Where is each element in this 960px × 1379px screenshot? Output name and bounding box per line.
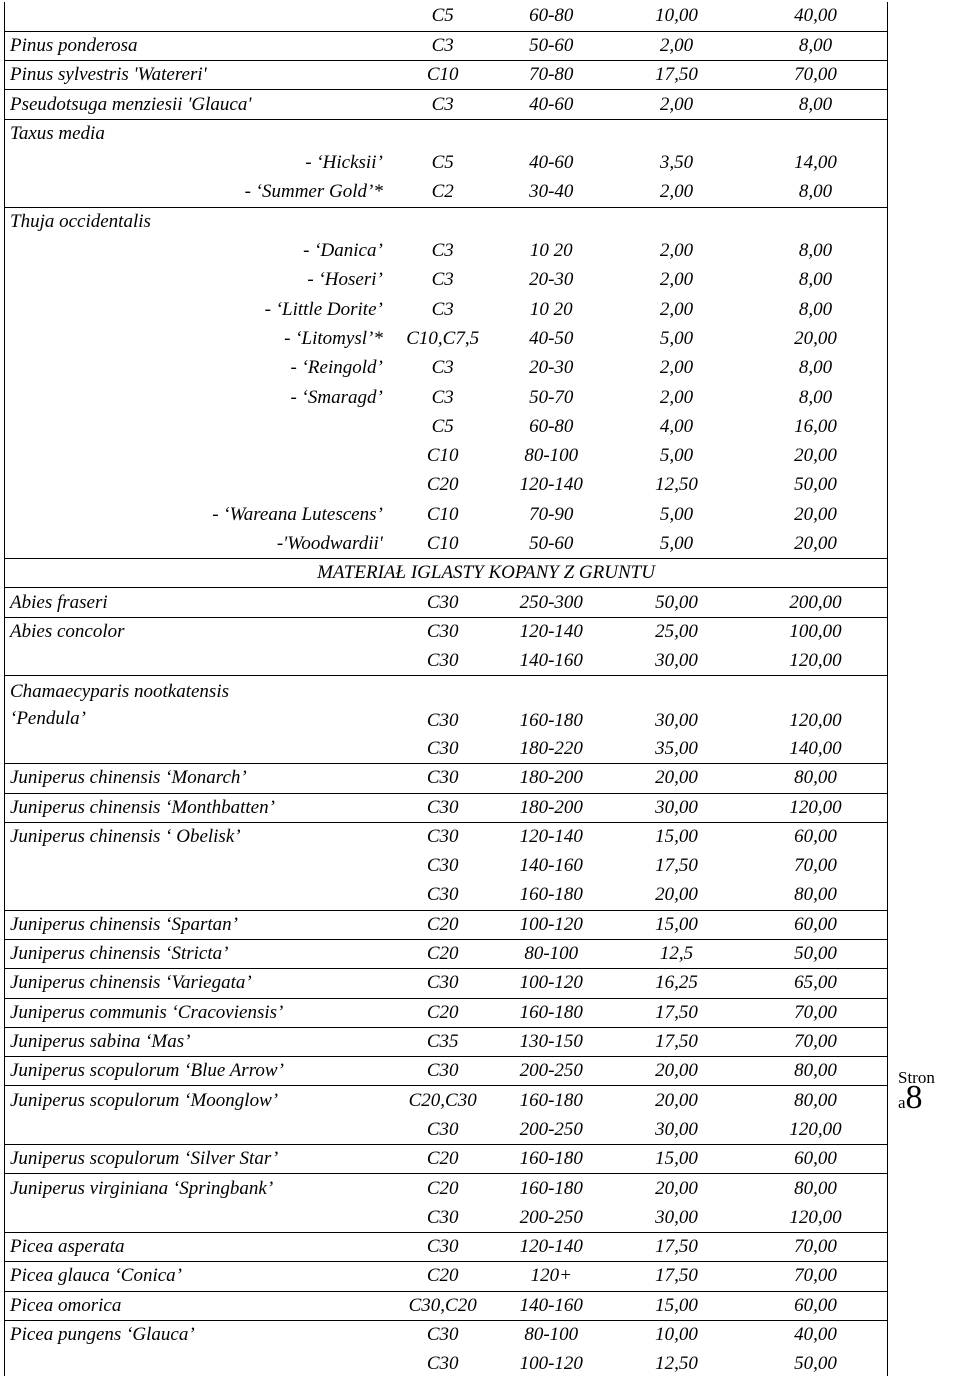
- page-label: Stron: [898, 1068, 935, 1087]
- plant-height: 40-50: [529, 327, 574, 349]
- gross-price: 40,00: [743, 1320, 888, 1349]
- plant-name: [4, 881, 393, 910]
- gross-price: 14,00: [794, 152, 837, 174]
- gross-price: 80,00: [743, 764, 888, 793]
- gross-price: 60,00: [743, 910, 888, 939]
- net-price: 50,00: [610, 588, 743, 617]
- table-row: [4, 1145, 888, 1174]
- gross-price: 8,00: [798, 181, 833, 203]
- plant-name: - ‘Reingold’: [290, 357, 383, 379]
- plant-height: 180-200: [493, 793, 610, 822]
- plant-height: 100-120: [519, 1353, 583, 1375]
- gross-price: 80,00: [794, 884, 837, 906]
- plant-height: [493, 207, 610, 236]
- gross-price: 50,00: [743, 940, 888, 969]
- plant-name: Juniperus chinensis ‘ Obelisk’: [4, 822, 393, 851]
- plant-name-line2: ‘Pendula’: [10, 708, 86, 730]
- gross-price: 120,00: [743, 793, 888, 822]
- gross-price: 120,00: [743, 676, 888, 735]
- container-size: C20: [393, 910, 493, 939]
- plant-height: 120-140: [493, 822, 610, 851]
- table-row: [4, 852, 888, 881]
- container-size: C30: [426, 649, 459, 671]
- container-size: C20: [393, 998, 493, 1027]
- plant-height: 70-80: [493, 61, 610, 90]
- container-size: C35: [393, 1027, 493, 1056]
- gross-price: 80,00: [743, 1057, 888, 1086]
- container-size: C30: [426, 737, 459, 759]
- net-price: 16,25: [610, 969, 743, 998]
- container-size: C5: [431, 5, 454, 27]
- plant-height: 50-60: [529, 532, 574, 554]
- gross-price: [743, 119, 888, 148]
- page-number-value: 8: [905, 1079, 923, 1116]
- table-row: [4, 61, 888, 90]
- plant-height: 80-100: [524, 445, 579, 467]
- plant-name: Thuja occidentalis: [4, 207, 393, 236]
- table-row: [4, 940, 888, 969]
- plant-height: 160-180: [493, 1086, 610, 1115]
- table-row: [4, 207, 888, 236]
- plant-name: Taxus media: [4, 119, 393, 148]
- table-row: [4, 764, 888, 793]
- container-size: C5: [431, 152, 454, 174]
- container-size: C30: [393, 1320, 493, 1349]
- table-row: [4, 354, 888, 383]
- plant-name: - ‘Danica’: [303, 240, 383, 262]
- plant-height: 60-80: [529, 5, 574, 27]
- plant-name: [4, 1115, 393, 1144]
- table-row: [4, 1291, 888, 1320]
- plant-name: Pseudotsuga menziesii 'Glauca': [4, 90, 393, 119]
- table-row: [4, 969, 888, 998]
- plant-name: Juniperus scopulorum ‘Silver Star’: [4, 1145, 393, 1174]
- gross-price: 120,00: [789, 1118, 842, 1140]
- container-size: C30: [393, 1057, 493, 1086]
- gross-price: 20,00: [794, 503, 837, 525]
- container-size: C30,C20: [393, 1291, 493, 1320]
- gross-price: 8,00: [743, 31, 888, 60]
- plant-name: Juniperus chinensis ‘Monthbatten’: [4, 793, 393, 822]
- plant-height: [493, 119, 610, 148]
- section-title: MATERIAŁ IGLASTY KOPANY Z GRUNTU: [4, 559, 888, 588]
- net-price: 25,00: [610, 617, 743, 646]
- net-price: 2,00: [659, 181, 694, 203]
- plant-height: 130-150: [493, 1027, 610, 1056]
- table-row: [4, 500, 888, 529]
- net-price: 2,00: [659, 357, 694, 379]
- plant-height: 50-70: [529, 386, 574, 408]
- plant-name: Juniperus chinensis ‘Stricta’: [4, 940, 393, 969]
- plant-name: - ‘Hicksii’: [305, 152, 383, 174]
- plant-height: 80-100: [493, 940, 610, 969]
- table-row: [4, 910, 888, 939]
- page-number: [898, 1068, 960, 1116]
- plant-height: 70-90: [529, 503, 574, 525]
- net-price: 12,5: [610, 940, 743, 969]
- table-row: [4, 236, 888, 265]
- plant-name: - ‘Little Dorite’: [264, 298, 383, 320]
- plant-name: -'Woodwardii': [276, 532, 383, 554]
- gross-price: 20,00: [794, 327, 837, 349]
- plant-name: Juniperus communis ‘Cracoviensis’: [4, 998, 393, 1027]
- plant-name: [4, 2, 393, 31]
- plant-name: - ‘Smaragd’: [290, 386, 383, 408]
- page-number-line: [898, 1079, 960, 1116]
- table-row: [4, 676, 888, 735]
- plant-height: 200-250: [493, 1057, 610, 1086]
- net-price: 20,00: [610, 1174, 743, 1203]
- price-list-table: [4, 2, 888, 1379]
- gross-price: 60,00: [743, 1291, 888, 1320]
- net-price: 15,00: [610, 822, 743, 851]
- container-size: C30: [393, 1232, 493, 1261]
- table-row: [4, 441, 888, 470]
- table-row: [4, 529, 888, 558]
- plant-name: [4, 441, 393, 470]
- gross-price: 70,00: [743, 998, 888, 1027]
- table-row: [4, 90, 888, 119]
- gross-price: 8,00: [798, 298, 833, 320]
- container-size: C10: [426, 445, 459, 467]
- net-price: 5,00: [659, 445, 694, 467]
- container-size: [393, 207, 493, 236]
- plant-name: Picea omorica: [4, 1291, 393, 1320]
- gross-price: 140,00: [789, 737, 842, 759]
- table-row: [4, 1232, 888, 1261]
- container-size: C20: [393, 1145, 493, 1174]
- plant-name: Juniperus scopulorum ‘Moonglow’: [4, 1086, 393, 1115]
- gross-price: 20,00: [794, 532, 837, 554]
- gross-price: 8,00: [798, 357, 833, 379]
- table-row: [4, 998, 888, 1027]
- plant-height: 40-60: [529, 152, 574, 174]
- price-list-body: [4, 2, 888, 1379]
- table-row: [4, 383, 888, 412]
- net-price: 30,00: [610, 676, 743, 735]
- plant-height: 160-180: [493, 998, 610, 1027]
- net-price: 3,50: [659, 152, 694, 174]
- container-size: C3: [431, 240, 454, 262]
- plant-height: 10 20: [529, 240, 573, 262]
- plant-height: 160-180: [493, 1145, 610, 1174]
- net-price: 4,00: [659, 415, 694, 437]
- plant-height: 120-140: [519, 474, 583, 496]
- container-size: C30: [393, 822, 493, 851]
- gross-price: 80,00: [743, 1086, 888, 1115]
- plant-name: - ‘Litomysl’*: [284, 327, 383, 349]
- table-row: [4, 617, 888, 646]
- plant-height: 140-160: [519, 855, 583, 877]
- gross-price: 40,00: [794, 5, 837, 27]
- net-price: 2,00: [610, 90, 743, 119]
- container-size: C30: [393, 793, 493, 822]
- table-row: [4, 647, 888, 676]
- net-price: 15,00: [610, 910, 743, 939]
- container-size: C30: [393, 969, 493, 998]
- container-size: [393, 119, 493, 148]
- gross-price: 120,00: [789, 649, 842, 671]
- table-row: [4, 2, 888, 31]
- plant-name: [4, 647, 393, 676]
- table-row: [4, 119, 888, 148]
- container-size: C10,C7,5: [406, 327, 480, 349]
- plant-name: - ‘Summer Gold’*: [244, 181, 383, 203]
- net-price: [610, 119, 743, 148]
- net-price: 20,00: [655, 884, 698, 906]
- table-row: [4, 822, 888, 851]
- plant-height: 20-30: [529, 357, 574, 379]
- net-price: 2,00: [610, 31, 743, 60]
- gross-price: 80,00: [743, 1174, 888, 1203]
- container-size: C20: [393, 1174, 493, 1203]
- container-size: C10: [426, 532, 459, 554]
- net-price: 30,00: [655, 649, 698, 671]
- container-size: C20,C30: [393, 1086, 493, 1115]
- gross-price: 70,00: [743, 1262, 888, 1291]
- net-price: 20,00: [610, 1086, 743, 1115]
- plant-height: 80-100: [493, 1320, 610, 1349]
- gross-price: 60,00: [743, 1145, 888, 1174]
- plant-height: 120-140: [493, 617, 610, 646]
- plant-name: Juniperus chinensis ‘Spartan’: [4, 910, 393, 939]
- container-size: C3: [431, 298, 454, 320]
- plant-height: 100-120: [493, 969, 610, 998]
- gross-price: [743, 207, 888, 236]
- container-size: C30: [426, 855, 459, 877]
- net-price: 20,00: [610, 1057, 743, 1086]
- net-price: 15,00: [610, 1145, 743, 1174]
- plant-height: 160-180: [493, 676, 610, 735]
- gross-price: 70,00: [743, 61, 888, 90]
- table-row: [4, 881, 888, 910]
- gross-price: 20,00: [794, 445, 837, 467]
- plant-height: 120-140: [493, 1232, 610, 1261]
- plant-height: 200-250: [519, 1118, 583, 1140]
- plant-height: 140-160: [493, 1291, 610, 1320]
- table-row: [4, 148, 888, 177]
- plant-name-line1: Chamaecyparis nootkatensis: [10, 681, 230, 703]
- plant-name: [4, 676, 393, 735]
- gross-price: 60,00: [743, 822, 888, 851]
- container-size: C30: [426, 1118, 459, 1140]
- table-row: [4, 324, 888, 353]
- table-row: [4, 588, 888, 617]
- net-price: 10,00: [610, 1320, 743, 1349]
- container-size: C3: [393, 90, 493, 119]
- net-price: 17,50: [610, 1027, 743, 1056]
- table-row: [4, 1262, 888, 1291]
- table-row: [4, 734, 888, 763]
- table-row: [4, 793, 888, 822]
- plant-name: Juniperus sabina ‘Mas’: [4, 1027, 393, 1056]
- container-size: C30: [393, 676, 493, 735]
- plant-height: 140-160: [519, 649, 583, 671]
- container-size: C3: [431, 386, 454, 408]
- table-row: [4, 1086, 888, 1115]
- plant-height: 180-200: [493, 764, 610, 793]
- net-price: 30,00: [655, 1118, 698, 1140]
- gross-price: 16,00: [794, 415, 837, 437]
- table-row: [4, 471, 888, 500]
- plant-height: 30-40: [529, 181, 574, 203]
- table-row: [4, 178, 888, 207]
- container-size: C10: [426, 503, 459, 525]
- gross-price: 100,00: [743, 617, 888, 646]
- container-size: C20: [393, 940, 493, 969]
- plant-name: Abies concolor: [4, 617, 393, 646]
- gross-price: 8,00: [798, 269, 833, 291]
- net-price: 17,50: [610, 61, 743, 90]
- gross-price: 50,00: [794, 474, 837, 496]
- container-size: C3: [393, 31, 493, 60]
- table-row: [4, 295, 888, 324]
- net-price: 2,00: [659, 298, 694, 320]
- page-label-end: a: [898, 1093, 906, 1112]
- gross-price: 120,00: [789, 1206, 842, 1228]
- net-price: 2,00: [659, 240, 694, 262]
- plant-name: Juniperus chinensis ‘Monarch’: [4, 764, 393, 793]
- container-size: C30: [426, 884, 459, 906]
- gross-price: 65,00: [743, 969, 888, 998]
- container-size: C5: [431, 415, 454, 437]
- plant-name: [4, 852, 393, 881]
- gross-price: 70,00: [743, 1027, 888, 1056]
- plant-name: Juniperus virginiana ‘Springbank’: [4, 1174, 393, 1203]
- container-size: C3: [431, 269, 454, 291]
- net-price: 5,00: [659, 327, 694, 349]
- plant-height: 200-250: [519, 1206, 583, 1228]
- plant-height: 100-120: [493, 910, 610, 939]
- container-size: C30: [393, 764, 493, 793]
- net-price: 15,00: [610, 1291, 743, 1320]
- net-price: 20,00: [610, 764, 743, 793]
- container-size: C30: [393, 617, 493, 646]
- section-header-row: [4, 559, 888, 588]
- net-price: 17,50: [610, 998, 743, 1027]
- table-row: [4, 266, 888, 295]
- plant-name: Juniperus scopulorum ‘Blue Arrow’: [4, 1057, 393, 1086]
- plant-height: 20-30: [529, 269, 574, 291]
- plant-height: 120+: [493, 1262, 610, 1291]
- gross-price: 8,00: [798, 240, 833, 262]
- plant-name: Picea glauca ‘Conica’: [4, 1262, 393, 1291]
- gross-price: 200,00: [743, 588, 888, 617]
- plant-name: [4, 734, 393, 763]
- plant-height: 40-60: [493, 90, 610, 119]
- net-price: 12,50: [655, 474, 698, 496]
- plant-name: Pinus sylvestris 'Watereri': [4, 61, 393, 90]
- gross-price: 8,00: [743, 90, 888, 119]
- table-row: [4, 31, 888, 60]
- plant-name: [4, 412, 393, 441]
- container-size: C2: [431, 181, 454, 203]
- plant-height: 180-220: [519, 737, 583, 759]
- plant-height: 160-180: [493, 1174, 610, 1203]
- plant-height: 50-60: [493, 31, 610, 60]
- table-row: [4, 1350, 888, 1379]
- container-size: C30: [426, 1353, 459, 1375]
- plant-name: - ‘Wareana Lutescens’: [212, 503, 383, 525]
- net-price: 5,00: [659, 532, 694, 554]
- table-row: [4, 1027, 888, 1056]
- plant-name: Picea asperata: [4, 1232, 393, 1261]
- plant-name: Pinus ponderosa: [4, 31, 393, 60]
- plant-name: [4, 471, 393, 500]
- net-price: 30,00: [610, 793, 743, 822]
- plant-height: 250-300: [493, 588, 610, 617]
- table-row: [4, 1320, 888, 1349]
- table-row: [4, 1115, 888, 1144]
- table-row: [4, 1057, 888, 1086]
- container-size: C30: [426, 1206, 459, 1228]
- container-size: C3: [431, 357, 454, 379]
- net-price: 30,00: [655, 1206, 698, 1228]
- net-price: 17,50: [610, 1262, 743, 1291]
- net-price: 17,50: [610, 1232, 743, 1261]
- container-size: C20: [426, 474, 459, 496]
- plant-name: [4, 1203, 393, 1232]
- gross-price: 50,00: [794, 1353, 837, 1375]
- container-size: C30: [393, 588, 493, 617]
- plant-name: Abies fraseri: [4, 588, 393, 617]
- net-price: 17,50: [655, 855, 698, 877]
- gross-price: 70,00: [794, 855, 837, 877]
- plant-name: Juniperus chinensis ‘Variegata’: [4, 969, 393, 998]
- net-price: 2,00: [659, 386, 694, 408]
- table-row: [4, 1174, 888, 1203]
- gross-price: 8,00: [798, 386, 833, 408]
- net-price: 2,00: [659, 269, 694, 291]
- plant-name: [4, 1350, 393, 1379]
- net-price: [610, 207, 743, 236]
- net-price: 12,50: [655, 1353, 698, 1375]
- net-price: 35,00: [655, 737, 698, 759]
- plant-name: Picea pungens ‘Glauca’: [4, 1320, 393, 1349]
- plant-name: - ‘Hoseri’: [307, 269, 383, 291]
- table-row: [4, 412, 888, 441]
- container-size: C10: [393, 61, 493, 90]
- plant-height: 10 20: [529, 298, 573, 320]
- net-price: 10,00: [655, 5, 698, 27]
- container-size: C20: [393, 1262, 493, 1291]
- table-row: [4, 1203, 888, 1232]
- gross-price: 70,00: [743, 1232, 888, 1261]
- net-price: 5,00: [659, 503, 694, 525]
- plant-height: 160-180: [519, 884, 583, 906]
- plant-height: 60-80: [529, 415, 574, 437]
